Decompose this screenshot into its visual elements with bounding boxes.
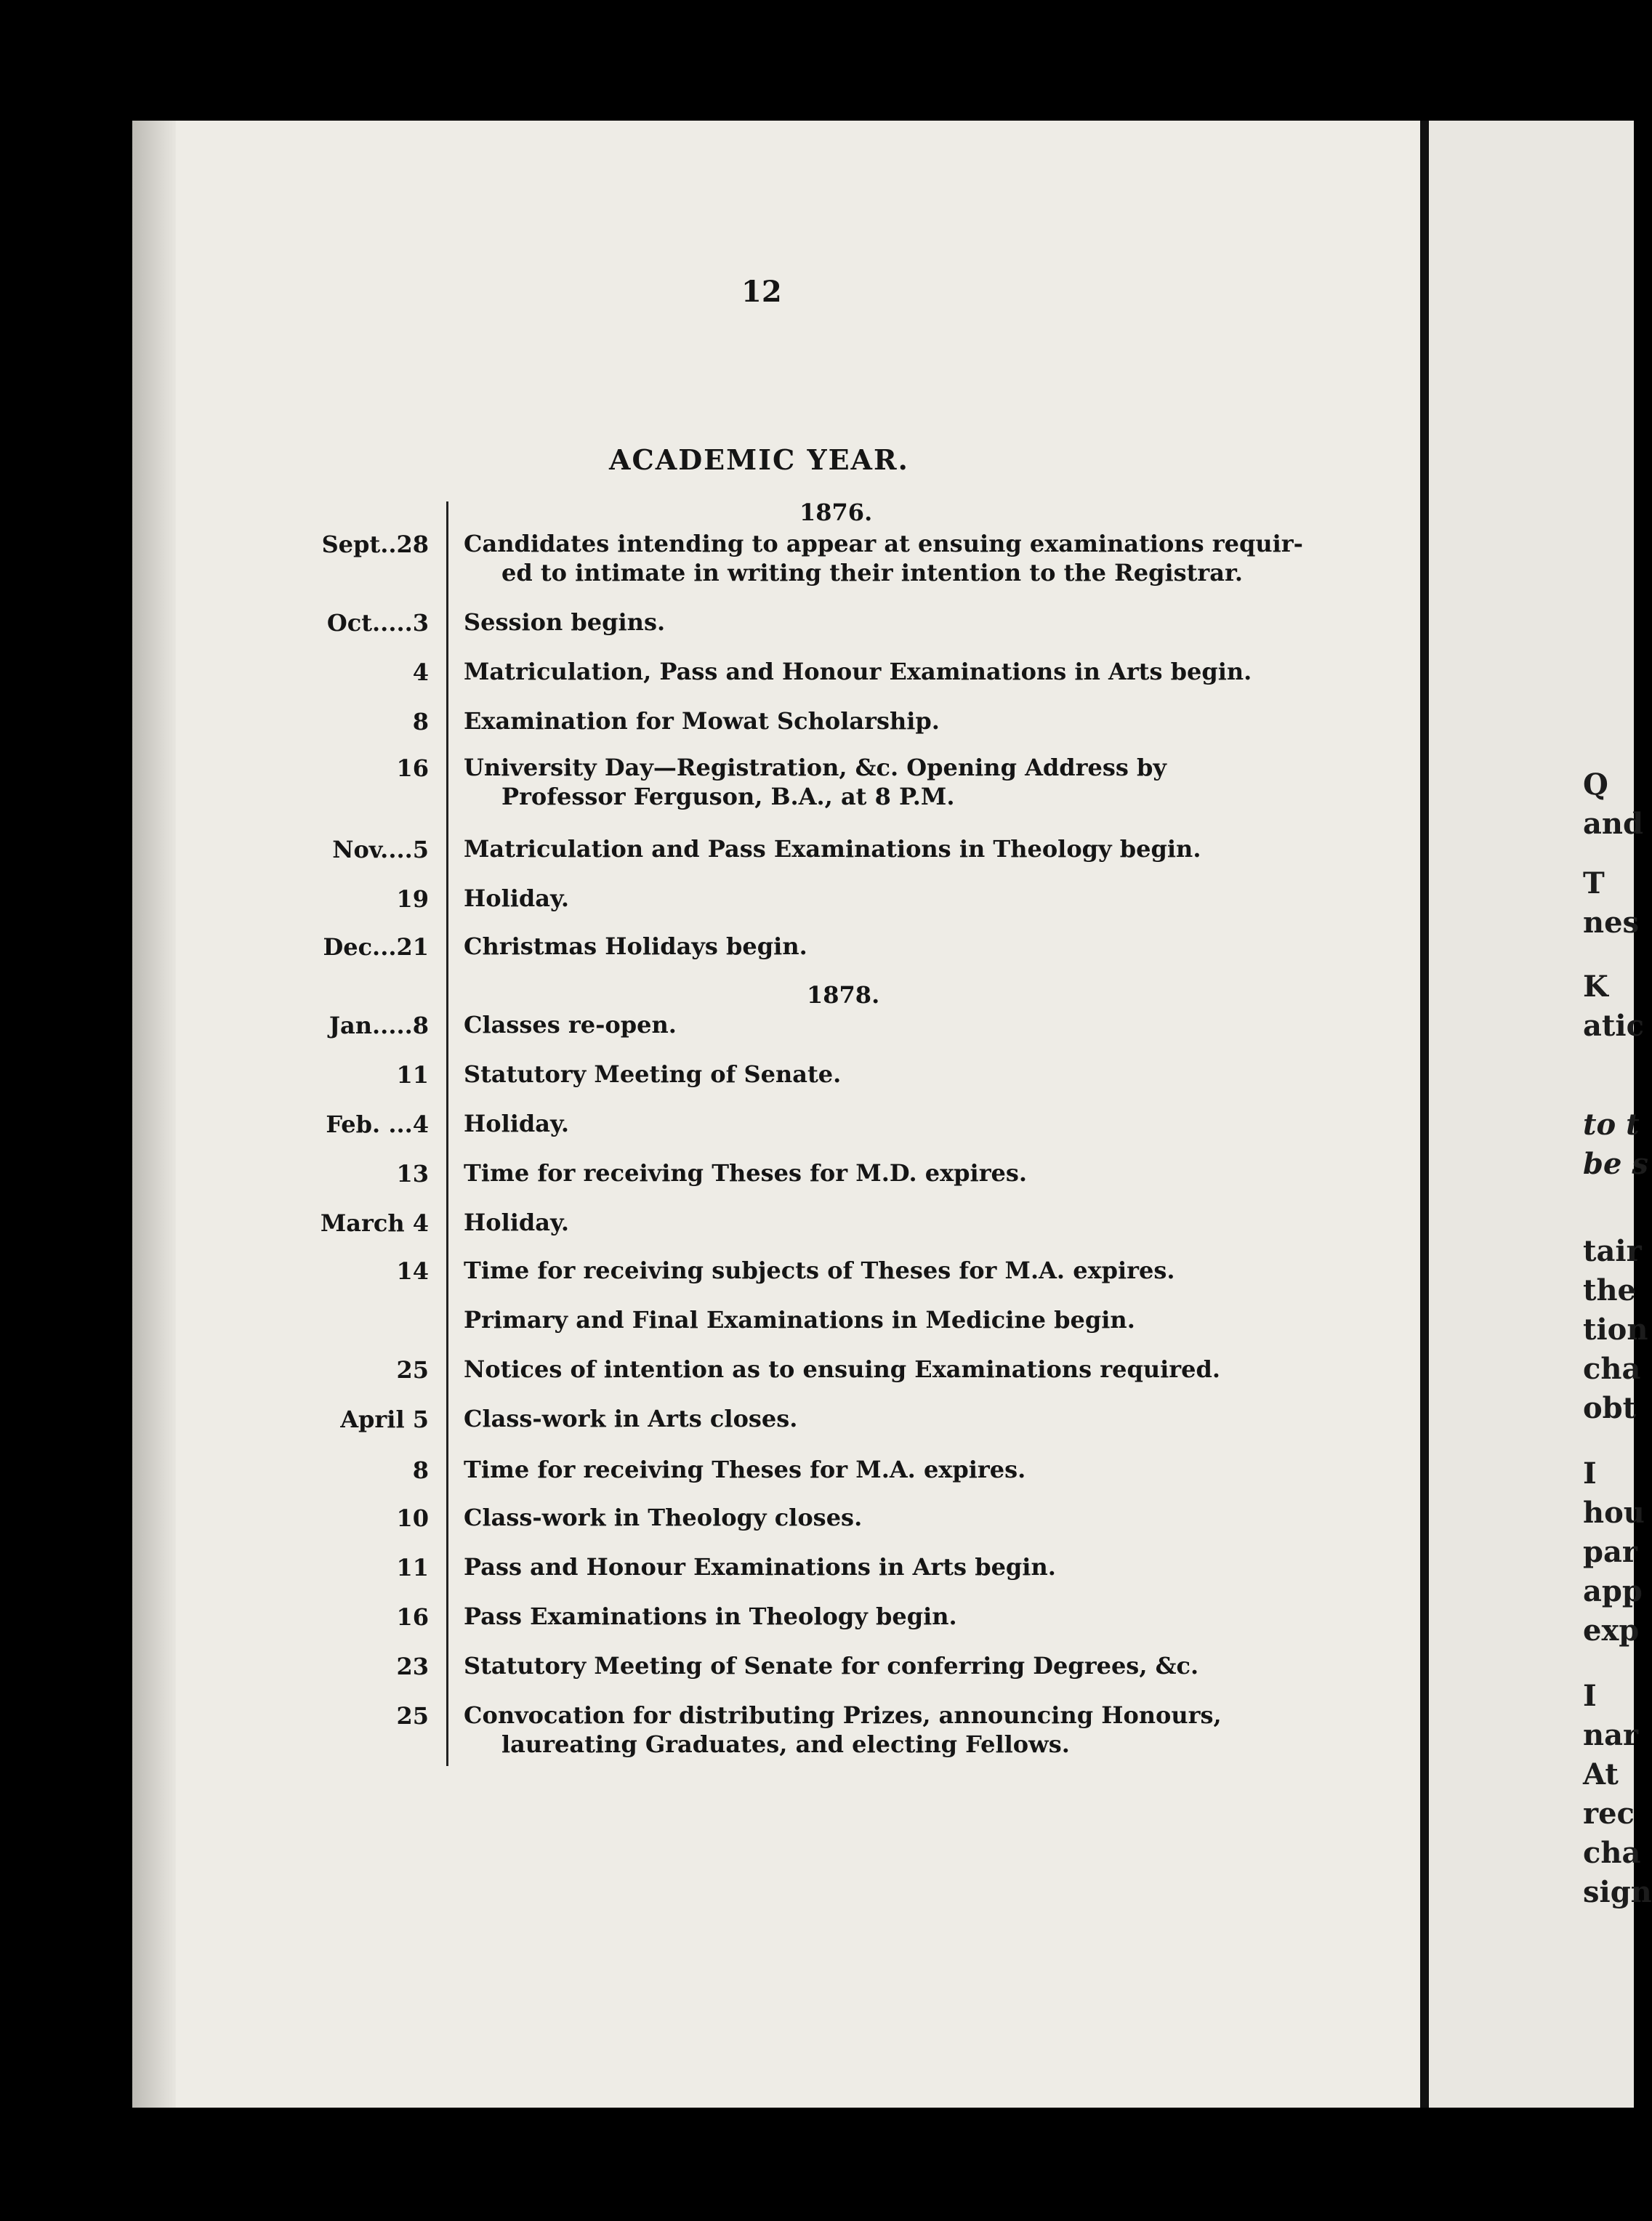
entry-text-continuation: ed to intimate in writing their intention to the Registrar. [501,559,1244,587]
entry-date: 8 [412,1456,429,1484]
entry-text-line: Christmas Holidays begin. [464,932,807,960]
entry-text [464,1701,1234,1759]
entry-text-line: Candidates intending to appear at ensuing examinations requir- [464,530,1303,557]
facing-page-fragment: tion [1583,1313,1648,1347]
entry-text-line: Matriculation, Pass and Honour Examinations in Arts begin. [464,658,1252,685]
facing-page-fragment: app [1583,1574,1643,1608]
facing-page-fragment: atic [1583,1009,1644,1043]
page-number: 12 [741,275,782,309]
entry-text-line: Holiday. [464,884,570,912]
facing-page-fragment: rec [1583,1797,1635,1831]
entry-text-line: Notices of intention as to ensuing Examinations required. [464,1355,1220,1383]
entry-date: 23 [396,1653,429,1680]
facing-page-fragment: nes [1583,906,1640,940]
entry-date: 16 [396,754,429,782]
entry-text-line: Class-work in Theology closes. [464,1504,863,1531]
entry-text [464,932,1234,961]
entry-text [464,1455,1234,1484]
entry-text [464,1651,1234,1680]
facing-page-fragment: nar [1583,1718,1639,1752]
entry-date: Nov....5 [332,836,429,863]
facing-page-fragment: par [1583,1535,1637,1569]
entry-text [464,1208,1234,1237]
entry-text-line: Examination for Mowat Scholarship. [464,707,940,735]
facing-page-fragment: K [1583,970,1608,1004]
facing-page-fragment: to t [1583,1108,1640,1142]
entry-text-line: Classes re-open. [464,1011,677,1039]
entry-text-line: Time for receiving Theses for M.D. expires. [464,1159,1028,1187]
entry-date: 25 [396,1702,429,1730]
facing-page-fragment: and [1583,807,1643,841]
page-title: ACADEMIC YEAR. [609,443,909,476]
entry-text [464,1305,1234,1334]
entry-text-line: Convocation for distributing Prizes, announcing Honours, [464,1701,1222,1729]
entry-date: Dec...21 [323,933,429,961]
entry-text-line: University Day—Registration, &c. Opening Address by [464,754,1167,781]
entry-text-continuation: laureating Graduates, and electing Fellows. [501,1730,1070,1758]
entry-date: 19 [396,885,429,913]
entry-date: 10 [396,1504,429,1532]
facing-page-fragment: T [1583,866,1605,900]
entry-date: Sept..28 [321,531,429,558]
entry-text-line: Session begins. [464,608,666,636]
entry-text [464,608,1234,637]
entry-text-line: Class-work in Arts closes. [464,1405,798,1432]
year-heading-1878: 1878. [807,981,880,1009]
entry-text-line: Statutory Meeting of Senate. [464,1060,842,1088]
facing-page-fragment: be s [1583,1147,1648,1181]
entry-date: Jan.....8 [329,1012,429,1039]
entry-date: 25 [396,1356,429,1384]
entry-date: 11 [396,1554,429,1581]
entry-text [464,1109,1234,1138]
entry-text [464,1060,1234,1089]
entry-text-line: Pass and Honour Examinations in Arts begin. [464,1553,1056,1581]
date-column-rule [446,501,448,1766]
entry-date: April 5 [340,1406,429,1433]
entry-text-line: Statutory Meeting of Senate for conferring Degrees, &c. [464,1652,1199,1680]
entry-date: 13 [396,1160,429,1188]
facing-page-fragment: cha [1583,1836,1641,1870]
facing-page-fragment: I [1583,1679,1597,1713]
facing-page-fragment: hou [1583,1496,1645,1530]
book-spine [1420,121,1429,2108]
entry-text-line: Pass Examinations in Theology begin. [464,1603,957,1630]
entry-text [464,1010,1234,1039]
entry-text [464,884,1234,913]
entry-text-line: Holiday. [464,1110,570,1137]
entry-date: 11 [396,1061,429,1089]
entry-text-line: Primary and Final Examinations in Medicine begin. [464,1306,1135,1334]
entry-text [464,1503,1234,1532]
entry-text [464,753,1234,811]
entry-text [464,657,1252,686]
entry-text-line: Time for receiving subjects of Theses for M.A. expires. [464,1257,1175,1284]
entry-text [464,1602,1234,1631]
entry-text [464,834,1234,863]
facing-page-fragment: tair [1583,1234,1642,1268]
entry-text [464,1355,1234,1384]
entry-text [464,706,1234,735]
entry-text-line: Holiday. [464,1209,570,1236]
facing-page-fragment: obt [1583,1391,1637,1425]
entry-date: 4 [412,658,429,686]
entry-text-line: Time for receiving Theses for M.A. expires. [464,1456,1026,1483]
entry-text [464,1158,1234,1188]
entry-date: Feb. ...4 [326,1110,429,1138]
year-heading-1876: 1876. [799,499,873,526]
facing-page-fragment: cha [1583,1352,1641,1386]
facing-page-fragment: sign [1583,1875,1652,1909]
entry-text-continuation: Professor Ferguson, B.A., at 8 P.M. [501,783,955,810]
facing-page-fragment: I [1583,1456,1597,1491]
entry-text [464,1256,1234,1285]
facing-page-fragment: the [1583,1273,1637,1307]
entry-date: March 4 [320,1209,429,1237]
entry-text [464,1552,1234,1581]
facing-page-fragment: Q [1583,767,1608,802]
facing-page-fragment: exp [1583,1613,1640,1648]
entry-date: 8 [412,708,429,735]
entry-date: 14 [396,1257,429,1285]
entry-text [464,529,1303,587]
entry-date: Oct.....3 [326,609,429,637]
entry-date: 16 [396,1603,429,1631]
entry-text-line: Matriculation and Pass Examinations in Theology begin. [464,835,1201,863]
entry-text [464,1404,1234,1433]
facing-page-fragment: At [1583,1757,1619,1791]
